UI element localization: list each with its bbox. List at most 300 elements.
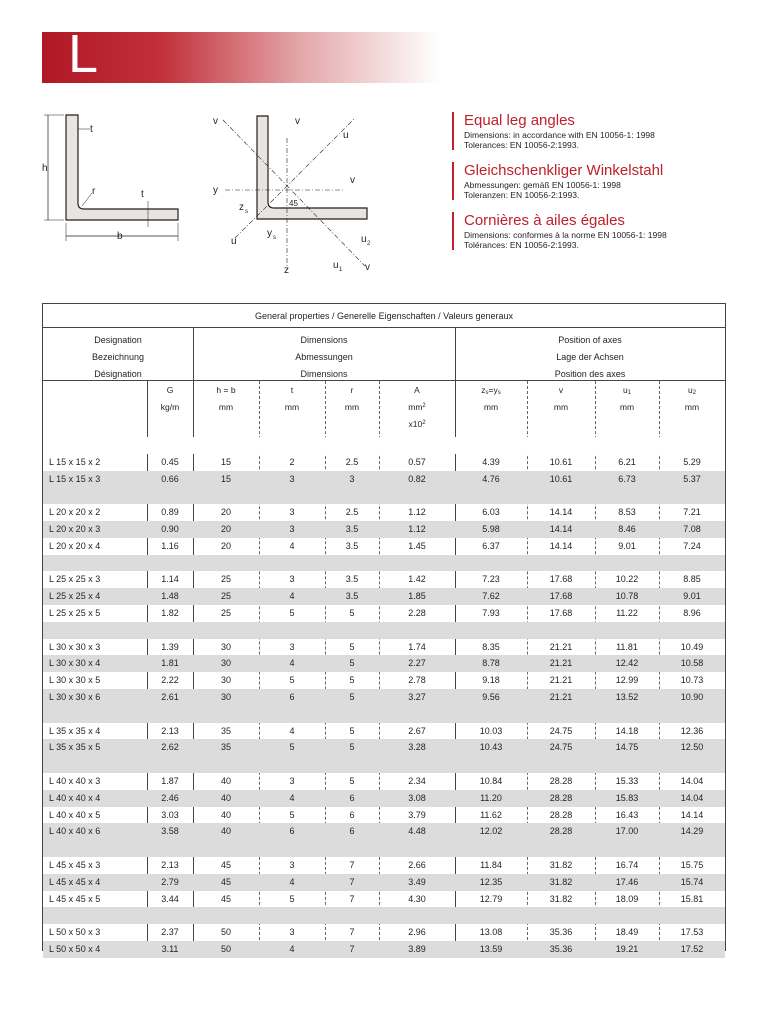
cell-u1: 9.01 [618,540,636,551]
cell-mass: 2.13 [161,725,179,736]
header-a: A $mm^2$ $x10^2$ [408,385,426,429]
cell-designation: L 40 x 40 x 4 [49,792,101,803]
cell-area: 0.82 [408,473,426,484]
label-y: y [213,185,218,196]
cell-hb: 15 [220,473,231,484]
cell-zs-ys: 9.18 [482,675,500,686]
cell-hb: 25 [220,574,231,585]
spacer-row [43,706,725,723]
cell-u1: 8.46 [618,523,636,534]
cell-r: 5 [349,725,355,736]
cell-mass: 1.39 [161,641,179,652]
cell-zs-ys: 11.62 [480,809,502,820]
cell-t: 5 [289,742,295,753]
label-zs: z [239,202,244,213]
cell-u1: 12.99 [615,675,639,686]
cell-designation: L 30 x 30 x 6 [49,691,101,702]
cell-mass: 1.48 [161,591,179,602]
label-u1-sub: 1 [339,267,343,273]
cell-designation: L 30 x 30 x 5 [49,675,101,686]
cell-u1: 12.42 [615,658,639,669]
cell-hb: 30 [220,641,231,652]
cell-t: 6 [289,691,295,702]
cell-hb: 20 [220,540,231,551]
cell-u2: 14.29 [680,826,704,837]
cell-t: 3 [289,859,295,870]
cell-hb: 40 [220,826,231,837]
table-row [43,790,725,807]
header-u1: $u_1$ mm [619,385,635,412]
label-ys-sub: s [273,235,276,241]
cell-u2: 8.96 [683,607,701,618]
cell-mass: 2.37 [161,927,179,938]
table-row [43,924,725,941]
cell-mass: 1.16 [161,540,179,551]
cell-zs-ys: 12.79 [479,893,503,904]
l-profile-axes-shape [257,116,367,219]
cell-v: 21.21 [549,641,573,652]
header-hb: h = b mm [216,385,236,412]
table-row [43,639,725,656]
table-row [43,655,725,672]
cell-zs-ys: 8.35 [482,641,500,652]
cell-area: 4.48 [408,826,426,837]
title-fr-heading: Cornières à ailes égales [464,212,625,229]
cell-u1: 15.83 [615,792,639,803]
cell-u1: 19.21 [615,943,639,954]
title-de-heading: Gleichschenkliger Winkelstahl [464,162,664,179]
title-en [452,112,752,150]
table-row [43,672,725,689]
properties-table [42,303,726,954]
cell-area: 3.08 [408,792,426,803]
cell-designation: L 35 x 35 x 5 [49,742,101,753]
cell-u1: 15.33 [615,775,639,786]
cell-u2: 14.14 [680,809,704,820]
label-angle: 45 [289,199,298,208]
cell-mass: 2.79 [161,876,179,887]
cell-u1: 16.43 [615,809,639,820]
label-u-top: u [343,130,349,141]
cell-designation: L 20 x 20 x 4 [49,540,101,551]
cell-zs-ys: 10.84 [479,775,503,786]
label-v-top: v [213,116,218,127]
title-de [452,162,752,200]
spacer-row [43,555,725,572]
cell-area: 2.28 [408,607,426,618]
cell-t: 5 [289,607,295,618]
cell-r: 2.5 [345,456,359,467]
table-row [43,521,725,538]
cell-t: 4 [289,725,295,736]
section-letter: L [68,24,99,84]
header-v: v mm [553,385,569,412]
cell-v: 35.36 [549,943,573,954]
header-banner [42,32,440,83]
table-row [43,739,725,756]
cell-u2: 15.75 [680,859,704,870]
table-row [43,874,725,891]
label-z: z [284,265,289,276]
table-row [43,454,725,471]
cell-area: 3.49 [408,876,426,887]
cell-designation: L 25 x 25 x 3 [49,574,101,585]
label-b: b [117,231,123,242]
cell-designation: L 45 x 45 x 4 [49,876,101,887]
cell-hb: 25 [220,591,231,602]
cell-designation: L 50 x 50 x 4 [49,943,101,954]
cell-area: 2.78 [408,675,426,686]
cell-hb: 50 [220,927,231,938]
cell-zs-ys: 6.37 [482,540,500,551]
cell-u2: 7.08 [683,523,701,534]
cell-u2: 15.74 [680,876,704,887]
cell-v: 31.82 [549,859,573,870]
cell-v: 31.82 [549,876,573,887]
cell-r: 5 [349,775,355,786]
cell-zs-ys: 10.43 [479,742,503,753]
cell-t: 5 [289,893,295,904]
label-u2-sub: 2 [367,241,371,247]
cell-zs-ys: 7.62 [482,591,500,602]
cell-u2: 5.29 [683,456,701,467]
title-en-line2: Tolerances: EN 10056-2:1993. [464,140,579,150]
cell-mass: 0.45 [161,456,179,467]
cell-u2: 12.36 [680,725,704,736]
cell-zs-ys: 12.02 [479,826,503,837]
cell-r: 5 [349,691,355,702]
label-zs-sub: s [245,209,248,215]
cell-mass: 3.11 [161,943,179,954]
title-en-line1: Dimensions: in accordance with EN 10056-1: 1998 [464,130,655,140]
table-row [43,504,725,521]
cell-area: 3.27 [408,691,426,702]
spacer-row [43,437,725,454]
cell-hb: 45 [220,876,231,887]
cell-t: 4 [289,658,295,669]
table-row [43,571,725,588]
cell-zs-ys: 4.76 [482,473,500,484]
header-r: r mm [344,385,360,412]
cell-hb: 30 [220,658,231,669]
label-r: r [92,186,96,197]
cell-designation: L 40 x 40 x 3 [49,775,101,786]
cell-u1: 11.22 [616,607,638,618]
cell-designation: L 15 x 15 x 2 [49,456,101,467]
cell-r: 2.5 [345,507,359,518]
cell-r: 3.5 [345,574,359,585]
cell-designation: L 40 x 40 x 6 [49,826,101,837]
cell-u2: 15.81 [680,893,704,904]
table-row [43,538,725,555]
cell-mass: 2.22 [161,675,179,686]
cell-v: 21.21 [549,658,573,669]
cell-t: 4 [289,792,295,803]
cell-mass: 1.87 [161,775,179,786]
cell-area: 0.57 [408,456,426,467]
table-row [43,588,725,605]
cell-u1: 17.00 [615,826,639,837]
cell-area: 1.12 [408,507,426,518]
cell-u1: 6.73 [618,473,636,484]
cell-t: 3 [289,507,295,518]
cell-v: 24.75 [549,725,573,736]
label-v-mid: v [295,116,300,127]
spacer-row [43,622,725,639]
cell-r: 3.5 [345,523,359,534]
title-en-heading: Equal leg angles [464,112,575,129]
spacer-row [43,487,725,504]
cell-r: 7 [349,927,355,938]
cell-area: 2.34 [408,775,426,786]
cell-u2: 14.04 [680,792,704,803]
cell-u2: 10.90 [680,691,704,702]
table-row [43,773,725,790]
label-h: h [42,163,48,174]
cell-u1: 11.81 [616,641,638,652]
label-v-bottom: v [365,262,370,273]
cell-v: 28.28 [549,826,573,837]
cell-mass: 1.82 [161,607,179,618]
cell-mass: 1.81 [161,658,179,669]
cell-r: 7 [349,876,355,887]
cell-zs-ys: 6.03 [482,507,500,518]
cell-hb: 50 [220,943,231,954]
cell-v: 28.28 [549,809,573,820]
cell-zs-ys: 11.20 [480,792,502,803]
cell-t: 5 [289,809,295,820]
cell-mass: 2.61 [161,691,179,702]
cell-mass: 2.62 [161,742,179,753]
cell-r: 5 [349,641,355,652]
cell-u2: 7.21 [683,507,701,518]
cell-mass: 1.14 [161,574,179,585]
cell-zs-ys: 7.23 [482,574,500,585]
cell-u1: 8.53 [618,507,636,518]
cell-designation: L 20 x 20 x 2 [49,507,101,518]
cell-area: 1.12 [408,523,426,534]
axes-diagram [205,98,385,276]
cell-t: 4 [289,591,295,602]
l-profile-shape [66,115,178,220]
cell-zs-ys: 13.08 [479,927,503,938]
cell-area: 2.67 [408,725,426,736]
title-fr-line2: Tolérances: EN 10056-2:1993. [464,240,579,250]
cell-u2: 7.24 [683,540,701,551]
cell-zs-ys: 7.93 [482,607,500,618]
cell-u1: 13.52 [615,691,639,702]
cell-u1: 18.09 [615,893,639,904]
cell-area: 2.66 [408,859,426,870]
cell-r: 7 [349,859,355,870]
cell-t: 6 [289,826,295,837]
cell-area: 4.30 [408,893,426,904]
cell-zs-ys: 9.56 [482,691,500,702]
cell-mass: 3.03 [161,809,179,820]
cell-u1: 16.74 [615,859,639,870]
table-row [43,689,725,706]
cell-designation: L 25 x 25 x 5 [49,607,101,618]
cell-t: 3 [289,927,295,938]
cell-mass: 3.58 [161,826,179,837]
cell-area: 1.74 [408,641,426,652]
cell-u1: 10.22 [615,574,639,585]
cell-v: 28.28 [549,792,573,803]
cell-hb: 45 [220,893,231,904]
cell-r: 5 [349,742,355,753]
label-t-right: t [141,189,144,200]
cell-r: 5 [349,658,355,669]
cell-t: 3 [289,523,295,534]
label-u-left: u [231,236,237,247]
cell-v: 21.21 [549,675,573,686]
cell-designation: L 40 x 40 x 5 [49,809,101,820]
cell-mass: 3.44 [161,893,179,904]
cell-zs-ys: 8.78 [482,658,500,669]
cell-t: 4 [289,540,295,551]
cell-mass: 2.13 [161,859,179,870]
table-caption: General properties / Generelle Eigenschaften / Valeurs generaux [43,304,725,328]
cell-zs-ys: 11.84 [480,859,502,870]
cell-area: 3.79 [408,809,426,820]
cell-hb: 30 [220,691,231,702]
cell-t: 3 [289,574,295,585]
cell-v: 24.75 [549,742,573,753]
table-row [43,605,725,622]
cell-v: 17.68 [549,574,573,585]
label-u2: u [361,234,367,245]
table-row [43,807,725,824]
cell-area: 1.45 [408,540,426,551]
group-axes: Position of axes Lage der Achsen Position des axes [455,328,725,381]
cell-area: 1.42 [408,574,426,585]
label-u1: u [333,260,339,271]
cell-t: 3 [289,473,295,484]
cell-area: 3.89 [408,943,426,954]
cell-r: 5 [349,675,355,686]
cell-u1: 14.18 [615,725,639,736]
cell-t: 5 [289,675,295,686]
cell-t: 3 [289,641,295,652]
title-de-line2: Toleranzen: EN 10056-2:1993. [464,190,580,200]
cell-designation: L 50 x 50 x 3 [49,927,101,938]
cell-designation: L 25 x 25 x 4 [49,591,101,602]
cell-t: 4 [289,876,295,887]
table-row [43,471,725,488]
cell-hb: 35 [220,742,231,753]
cell-v: 10.61 [549,473,573,484]
cell-zs-ys: 10.03 [479,725,503,736]
cell-v: 14.14 [549,540,573,551]
header-u2: $u_2$ mm [684,385,700,412]
cell-zs-ys: 5.98 [482,523,500,534]
cell-hb: 40 [220,775,231,786]
header-g: G kg/m [160,385,180,412]
cell-designation: L 30 x 30 x 4 [49,658,101,669]
cell-mass: 2.46 [161,792,179,803]
cell-v: 17.68 [549,607,573,618]
table-row [43,723,725,740]
spacer-row [43,907,725,924]
spacer-row [43,840,725,857]
cell-mass: 0.89 [161,507,179,518]
cell-r: 6 [349,809,355,820]
cell-area: 2.96 [408,927,426,938]
cell-u2: 17.52 [680,943,704,954]
title-fr-line1: Dimensions: conformes à la norme EN 10056-1: 1998 [464,230,667,240]
header-t: t mm [284,385,300,412]
table-row [43,857,725,874]
cell-hb: 45 [220,859,231,870]
cell-v: 21.21 [549,691,573,702]
title-de-line1: Abmessungen: gemäß EN 10056-1: 1998 [464,180,621,190]
cell-r: 7 [349,943,355,954]
cell-v: 28.28 [549,775,573,786]
cell-v: 14.14 [549,507,573,518]
cell-v: 35.36 [549,927,573,938]
label-ys: y [267,228,272,239]
cell-area: 2.27 [408,658,426,669]
cell-zs-ys: 13.59 [479,943,503,954]
profile-dimension-diagram [40,105,190,245]
cell-v: 14.14 [549,523,573,534]
cell-designation: L 35 x 35 x 4 [49,725,101,736]
cell-zs-ys: 12.35 [479,876,503,887]
cell-u2: 10.49 [680,641,704,652]
cell-u1: 6.21 [618,456,636,467]
group-designation: Designation Bezeichnung Désignation [43,328,193,381]
cell-r: 6 [349,826,355,837]
cell-u1: 18.49 [615,927,639,938]
cell-u1: 10.78 [615,591,639,602]
header-zs-ys: $z_s=y_s$ mm [481,385,501,412]
label-v-right: v [350,175,355,186]
cell-r: 3 [349,473,355,484]
table-row [43,891,725,908]
table-body [43,437,725,958]
cell-r: 7 [349,893,355,904]
cell-u2: 14.04 [680,775,704,786]
cell-u2: 12.50 [680,742,704,753]
cell-u2: 5.37 [683,473,701,484]
cell-designation: L 45 x 45 x 3 [49,859,101,870]
cell-hb: 35 [220,725,231,736]
cell-u2: 10.73 [680,675,704,686]
cell-hb: 20 [220,507,231,518]
cell-r: 5 [349,607,355,618]
table-row [43,823,725,840]
label-t-top: t [90,124,93,135]
spacer-row [43,756,725,773]
cell-area: 3.28 [408,742,426,753]
title-fr [452,212,752,250]
cell-hb: 20 [220,523,231,534]
cell-hb: 15 [220,456,231,467]
cell-r: 3.5 [345,540,359,551]
cell-t: 2 [289,456,295,467]
cell-u2: 9.01 [683,591,701,602]
cell-r: 6 [349,792,355,803]
group-dimensions: Dimensions Abmessungen Dimensions [193,328,455,381]
cell-u2: 17.53 [680,927,704,938]
cell-v: 31.82 [549,893,573,904]
table-row [43,941,725,958]
cell-designation: L 15 x 15 x 3 [49,473,101,484]
cell-zs-ys: 4.39 [482,456,500,467]
cell-mass: 0.90 [161,523,179,534]
cell-area: 1.85 [408,591,426,602]
cell-designation: L 20 x 20 x 3 [49,523,101,534]
